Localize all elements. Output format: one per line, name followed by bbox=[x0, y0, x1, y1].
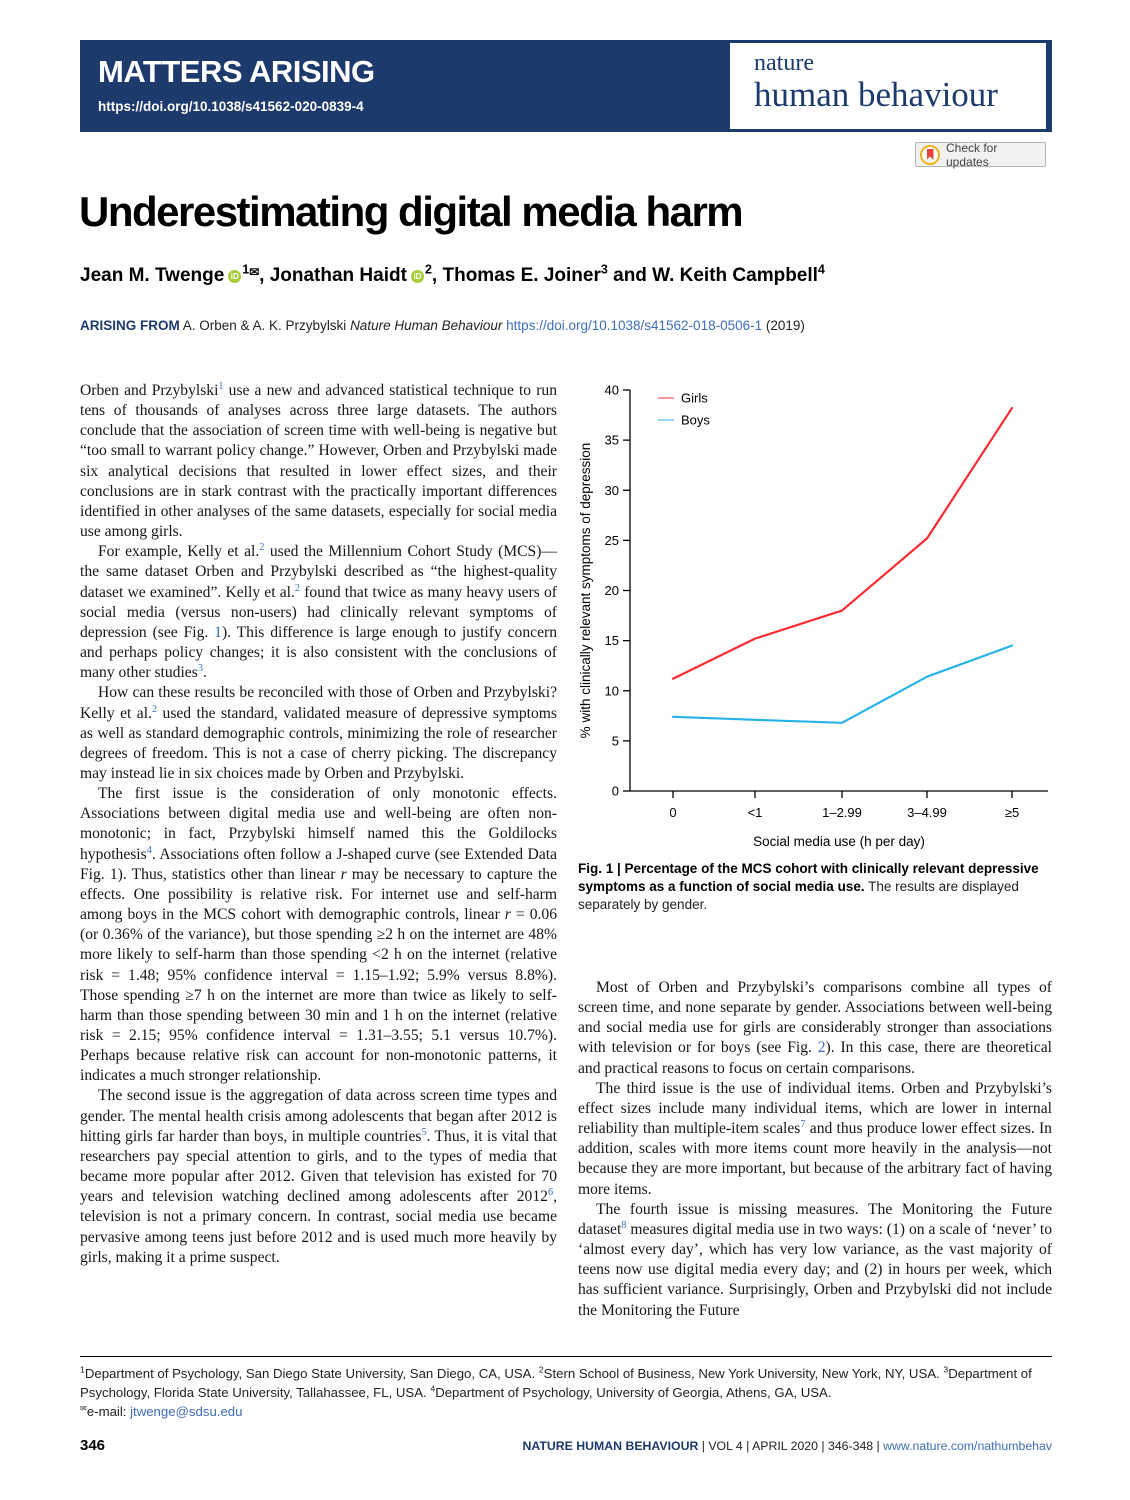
check-for-updates-button[interactable] bbox=[915, 142, 1046, 167]
figure-1-caption: Fig. 1 | Percentage of the MCS cohort with clinically relevant depressive symptoms as a function of social media use. The results are displayed separately by gender. bbox=[578, 861, 1039, 912]
affiliation-sup: 4 bbox=[817, 262, 825, 277]
affiliation-sup: 1 bbox=[242, 262, 250, 277]
italic-text: r bbox=[504, 906, 511, 924]
svg-text:5: 5 bbox=[611, 733, 619, 749]
banner-text bbox=[98, 54, 375, 114]
check-for-updates-label: Check for updates bbox=[946, 140, 998, 169]
journal-banner bbox=[80, 40, 1052, 132]
svg-text:0: 0 bbox=[669, 805, 677, 820]
body-paragraph: For example, Kelly et al.$^2$ used the Millennium Cohort Study (MCS)—the same dataset Orben and Przybylski described as “the highest-quality dataset we examined”. Kelly et al.$^2$ found that twice as many heavy users of social media (versus non-users) had clinically relevant symptoms of depression (see Fig. 1). This difference is large enough to justify concern and perhaps policy changes; it is also consistent with the conclusions of many other studies$^3$. bbox=[80, 542, 558, 682]
svg-text:40: 40 bbox=[604, 382, 619, 398]
section-title: MATTERS ARISING bbox=[98, 54, 375, 89]
svg-text:1–2.99: 1–2.99 bbox=[822, 805, 862, 820]
svg-text:15: 15 bbox=[604, 633, 619, 649]
svg-text:0: 0 bbox=[611, 783, 619, 799]
author-line: Jean M. Twenge iD $^{1✉}$, Jonathan Haidt iD $^2$, Thomas E. Joiner$^3$ and W. Keith Campbell$^4$ bbox=[80, 262, 825, 286]
body-paragraph: The first issue is the consideration of only monotonic effects. Associations between digital media use and well-being are often non-monotonic; in fact, Przybylski himself named this the Goldilocks hypothesis$^4$. Associations often follow a J-shaped curve (see Extended Data Fig. 1). Thus, statistics other than linear r may be necessary to capture the effects. One possibility is relative risk. For internet use and self-harm among boys in the MCS cohort with demographic controls, linear r = 0.06 (or 0.36% of the variance), but those spending ≥2 h on the internet are 48% more likely to self-harm than those spending <2 h on the internet (relative risk = 1.48; 95% confidence interval = 1.15–1.92; 5.9% versus 8.8%). Those spending ≥7 h on the internet are more than twice as likely to self-harm than those spending between 30 min and 1 h on the internet (relative risk = 2.15; 95% confidence interval = 1.31–3.55; 5.1 versus 10.7%). Perhaps because relative risk can account for non-monotonic patterns, it indicates a much stronger relationship. bbox=[80, 785, 557, 1085]
affiliation-sup: 1 bbox=[80, 1364, 85, 1375]
email-icon: ✉ bbox=[249, 266, 260, 279]
reference-link[interactable]: 7 bbox=[800, 1118, 806, 1130]
article-title: Underestimating digital media harm bbox=[79, 188, 743, 235]
journal-logo-nature: nature bbox=[754, 50, 814, 76]
svg-text:% with clinically relevant sym: % with clinically relevant symptoms of depression bbox=[578, 442, 593, 739]
reference-link[interactable]: 2 bbox=[294, 582, 301, 594]
affiliation-sup: 4 bbox=[430, 1383, 436, 1394]
journal-logo bbox=[730, 43, 1046, 129]
link[interactable]: jtwenge@sdsu.edu bbox=[130, 1404, 243, 1419]
affiliations: $^1$Department of Psychology, San Diego State University, San Diego, CA, USA. $^2$Stern School of Business, New York University, New York, NY, USA. $^3$Department of Psychology, Florida State University, Tallahassee, FL, USA. $^4$Department of Psychology, University of Georgia, Athens, GA, USA. bbox=[80, 1364, 1032, 1400]
svg-text:30: 30 bbox=[604, 482, 619, 498]
caption-bold-text: Fig. 1 | Percentage of the MCS cohort with clinically relevant depressive symptoms as a function of social media use. bbox=[578, 861, 1039, 894]
body-paragraph: Most of Orben and Przybylski’s comparisons combine all types of screen time, and none separate by gender. Associations between well-being and social media use for girls are considerably stronger than associations with television or for boys (see Fig. 2). In this case, there are theoretical and practical reasons to focus on certain comparisons. bbox=[578, 979, 1052, 1077]
email-line: ✉e-mail: jtwenge@sdsu.edu bbox=[80, 1404, 243, 1419]
page-number: 346 bbox=[80, 1437, 106, 1454]
reference-link[interactable]: 4 bbox=[146, 844, 152, 856]
figure-1 bbox=[578, 378, 1052, 861]
arising-from-line: ARISING FROM A. Orben & A. K. Przybylski Nature Human Behaviour https://doi.org/10.1038/s41562-018-0506-1 (2019) bbox=[80, 318, 805, 333]
reference-link[interactable]: 2 bbox=[259, 542, 265, 554]
article-doi-link[interactable]: https://doi.org/10.1038/s41562-020-0839-4 bbox=[98, 99, 364, 114]
journal-name: NATURE HUMAN BEHAVIOUR bbox=[522, 1439, 699, 1453]
link[interactable]: 1 bbox=[214, 623, 222, 641]
figure-1-chart bbox=[578, 378, 1052, 856]
svg-text:≥5: ≥5 bbox=[1004, 805, 1020, 820]
bookmark-icon bbox=[927, 149, 934, 160]
arising-from-label: ARISING FROM bbox=[80, 318, 180, 333]
page-footer bbox=[80, 1437, 1052, 1454]
body-paragraph: Orben and Przybylski$^1$ use a new and advanced statistical technique to run tens of thousands of analyses across three large datasets. The authors conclude that the association of screen time with well-being is negative but “too small to warrant policy change.” However, Orben and Przybylski made six analytical decisions that resulted in lower effect sizes, and their conclusions are in stark contrast with the practically important differences identified in other analyses of the same datasets, especially for social media use among girls. bbox=[80, 380, 557, 541]
svg-text:Social media use (h per day): Social media use (h per day) bbox=[753, 834, 925, 849]
svg-text:<1: <1 bbox=[747, 805, 763, 820]
link[interactable]: https://doi.org/10.1038/s41562-018-0506-1 bbox=[506, 318, 763, 333]
issue-info: | VOL 4 | APRIL 2020 | 346-348 | bbox=[698, 1439, 884, 1453]
journal-logo-human-behaviour: human behaviour bbox=[754, 75, 998, 114]
affiliation-sup: 2 bbox=[538, 1364, 544, 1375]
reference-link[interactable]: 1 bbox=[218, 380, 224, 392]
svg-text:35: 35 bbox=[604, 432, 619, 448]
italic-text: r bbox=[340, 865, 347, 883]
svg-text:10: 10 bbox=[604, 683, 619, 699]
link[interactable]: 2 bbox=[817, 1039, 826, 1057]
svg-text:25: 25 bbox=[604, 532, 619, 548]
journal-url-link[interactable]: www.nature.com/nathumbehav bbox=[883, 1439, 1052, 1453]
orcid-icon[interactable]: iD bbox=[411, 270, 424, 283]
reference-link[interactable]: 2 bbox=[151, 703, 158, 715]
affiliation-sup: 2 bbox=[424, 262, 432, 277]
journal-footer-line bbox=[523, 1439, 1052, 1453]
footnote-divider bbox=[80, 1356, 1052, 1357]
svg-text:3–4.99: 3–4.99 bbox=[907, 805, 947, 820]
crossmark-icon bbox=[920, 145, 940, 165]
reference-link[interactable]: 3 bbox=[197, 663, 203, 674]
reference-link[interactable]: 8 bbox=[621, 1219, 627, 1231]
svg-text:20: 20 bbox=[604, 583, 619, 598]
reference-link[interactable]: 6 bbox=[547, 1187, 554, 1199]
body-paragraph: How can these results be reconciled with those of Orben and Przybylski? Kelly et al.$^2$ used the standard, validated measure of depressive symptoms as well as standard demographic controls, minimizing the role of researcher degrees of freedom. This is not a case of cherry picking. The discrepancy may instead lie in six choices made by Orben and Przybylski. bbox=[80, 684, 557, 782]
reference-link[interactable]: 5 bbox=[421, 1126, 427, 1138]
body-paragraph: The third issue is the use of individual items. Orben and Przybylski’s effect sizes include many individual items, which are lower in internal reliability than multiple-item scales$^7$ and thus produce lower effect sizes. In addition, scales with more items count more heavily in the analysis—not because they are more important, but because of the arbitrary fact of having more items. bbox=[578, 1079, 1052, 1198]
affiliation-sup: 3 bbox=[943, 1364, 949, 1375]
svg-text:Girls: Girls bbox=[681, 390, 708, 406]
body-paragraph: The fourth issue is missing measures. The Monitoring the Future dataset$^8$ measures digital media use in two ways: (1) on a scale of ‘never’ to ‘almost every day’, which has very low variance, as the vast majority of teens now use digital media every day; and (2) in hours per week, which has sufficient variance. Surprisingly, Orben and Przybylski did not include the Monitoring the Future bbox=[578, 1200, 1052, 1319]
svg-text:Boys: Boys bbox=[681, 412, 710, 428]
right-column bbox=[578, 978, 1052, 1321]
left-column bbox=[80, 381, 557, 1268]
email-icon: ✉ bbox=[80, 1404, 87, 1413]
affiliation-sup: 3 bbox=[600, 262, 608, 277]
body-paragraph: The second issue is the aggregation of data across screen time types and gender. The mental health crisis among adolescents that began after 2012 is hitting girls far harder than boys, in multiple countries$^5$. Thus, it is vital that researchers pay special attention to girls, and to the types of media that became more popular after 2012. Given that television has existed for 70 years and television watching declined among adolescents after 2012$^6$, television is not a primary concern. In contrast, social media use became pervasive among teens just before 2012 and is used much more heavily by girls, making it a prime suspect. bbox=[80, 1087, 557, 1266]
italic-text: Nature Human Behaviour bbox=[350, 318, 503, 333]
orcid-icon[interactable]: iD bbox=[228, 270, 241, 283]
